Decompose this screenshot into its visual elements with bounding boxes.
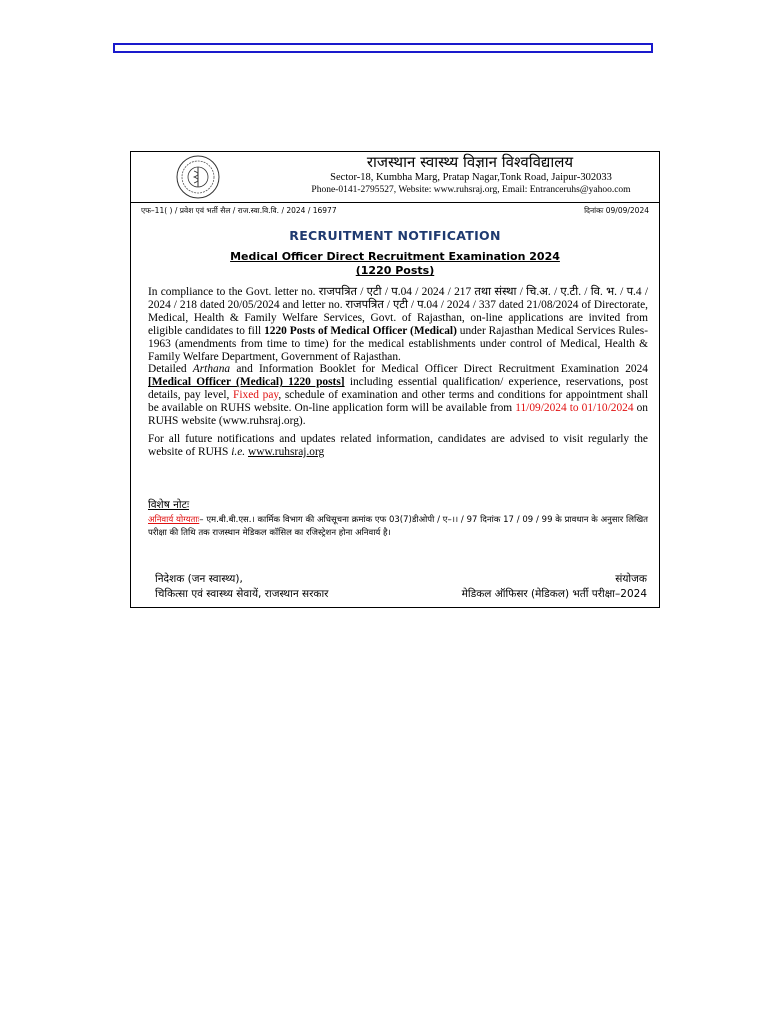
director-department: चिकित्सा एवं स्वास्थ्य सेवायें, राजस्थान सरकार bbox=[155, 588, 329, 600]
p2-text-d: , schedule of examination and other terms and conditions for appointment shall be available on RUHS website. On-line application form will be available from bbox=[148, 389, 649, 415]
p1-posts-bold: 1220 Posts of Medical Officer (Medical) bbox=[264, 324, 457, 337]
notification-title: RECRUITMENT NOTIFICATION bbox=[289, 228, 501, 243]
signature-convener bbox=[462, 572, 647, 602]
p1-text-a: In compliance to the Govt. letter no. राजपत्रित / एटी / प.04 / 2024 / 217 तथा संस्था / चि.अ. / ए.टी. / वि. भ. / प.4 / 2024 / 218 dated 20/05/2024 and letter no. राजपत्रित / एटी / प.04 / 2024 / 337 dated 21/08/2024 of Directorate, Medical, Health & Family Welfare Services, Govt. of Rajasthan, on-line applications are invited from eligible candidates to fill bbox=[148, 286, 648, 337]
p1-text-b: under Rajasthan Medical Services Rules-1963 (amendments from time to time) for the medical establishments under control of Medical, Health & Family Welfare Department, Government of Rajasthan. bbox=[148, 324, 648, 363]
university-address: Sector-18, Kumbha Marg, Pratap Nagar,Tonk Road, Jaipur-302033 bbox=[330, 172, 612, 183]
top-frame-bar bbox=[113, 43, 653, 53]
university-contact: Phone-0141-2795527, Website: www.ruhsraj.org, Email: Entranceruhs@yahoo.com bbox=[311, 185, 631, 195]
mandatory-qualification-label: अनिवार्य योग्यताः bbox=[148, 515, 200, 525]
paragraph-compliance bbox=[148, 286, 648, 363]
p2-text-e: on RUHS website (www.ruhsraj.org). bbox=[148, 402, 648, 428]
p2-text-c: including essential qualification/ experience, reservations, post details, pay level, bbox=[148, 376, 648, 402]
exam-title bbox=[131, 250, 659, 278]
paragraph-booklet bbox=[148, 363, 648, 428]
reference-number: एफ–11( ) / प्रवेश एवं भर्ती सैल / राज.स्वा.वि.वि. / 2024 / 16977 bbox=[141, 206, 337, 215]
special-note bbox=[148, 498, 648, 540]
director-title: निदेशक (जन स्वास्थ्य), bbox=[155, 573, 243, 585]
special-note-body: – एम.बी.बी.एस.। कार्मिक विभाग की अधिसूचना क्रमांक एफ 03(7)डीओपी / ए–।। / 97 दिनांक 17 / 09 / 99 के प्रावधान के अनुसार लिखित परीक्षा की तिथि तक राजस्थान मेडिकल कॉसिल का रजिस्ट्रेशन होना अनिवार्य है। bbox=[148, 515, 648, 538]
p3-ie: i.e. bbox=[231, 445, 246, 458]
convener-exam: मेडिकल ऑफिसर (मेडिकल) भर्ती परीक्षा–2024 bbox=[461, 588, 647, 600]
special-note-text bbox=[148, 514, 648, 540]
university-name: राजस्थान स्वास्थ्य विज्ञान विश्वविद्यालय bbox=[366, 153, 574, 171]
paragraph-updates bbox=[148, 433, 648, 459]
notification-document bbox=[130, 151, 660, 608]
notification-date: दिनांकः 09/09/2024 bbox=[584, 206, 649, 215]
letterhead bbox=[131, 152, 659, 203]
p2-arthana: Arthana bbox=[192, 363, 231, 376]
p2-fixed-pay: Fixed pay bbox=[233, 389, 279, 402]
p2-application-dates: 11/09/2024 to 01/10/2024 bbox=[515, 402, 634, 415]
signature-director bbox=[155, 572, 328, 602]
exam-title-line2: (1220 Posts) bbox=[355, 264, 435, 277]
convener-title: संयोजक bbox=[615, 573, 647, 585]
ruhs-website-link[interactable]: www.ruhsraj.org bbox=[248, 445, 325, 458]
exam-title-line1: Medical Officer Direct Recruitment Examination 2024 bbox=[230, 250, 560, 263]
p2-posts-bold: [Medical Officer (Medical) 1220 posts] bbox=[148, 376, 345, 389]
special-note-heading: विशेष नोटः bbox=[148, 499, 190, 511]
p2-text-a: Detailed bbox=[148, 363, 193, 376]
university-logo-icon bbox=[169, 154, 227, 200]
p2-text-b: and Information Booklet for Medical Officer Direct Recruitment Examination 2024 bbox=[230, 363, 648, 376]
notification-body bbox=[148, 286, 648, 459]
p3-text-a: For all future notifications and updates related information, candidates are advised to visit regularly the website of RUHS bbox=[148, 432, 648, 458]
